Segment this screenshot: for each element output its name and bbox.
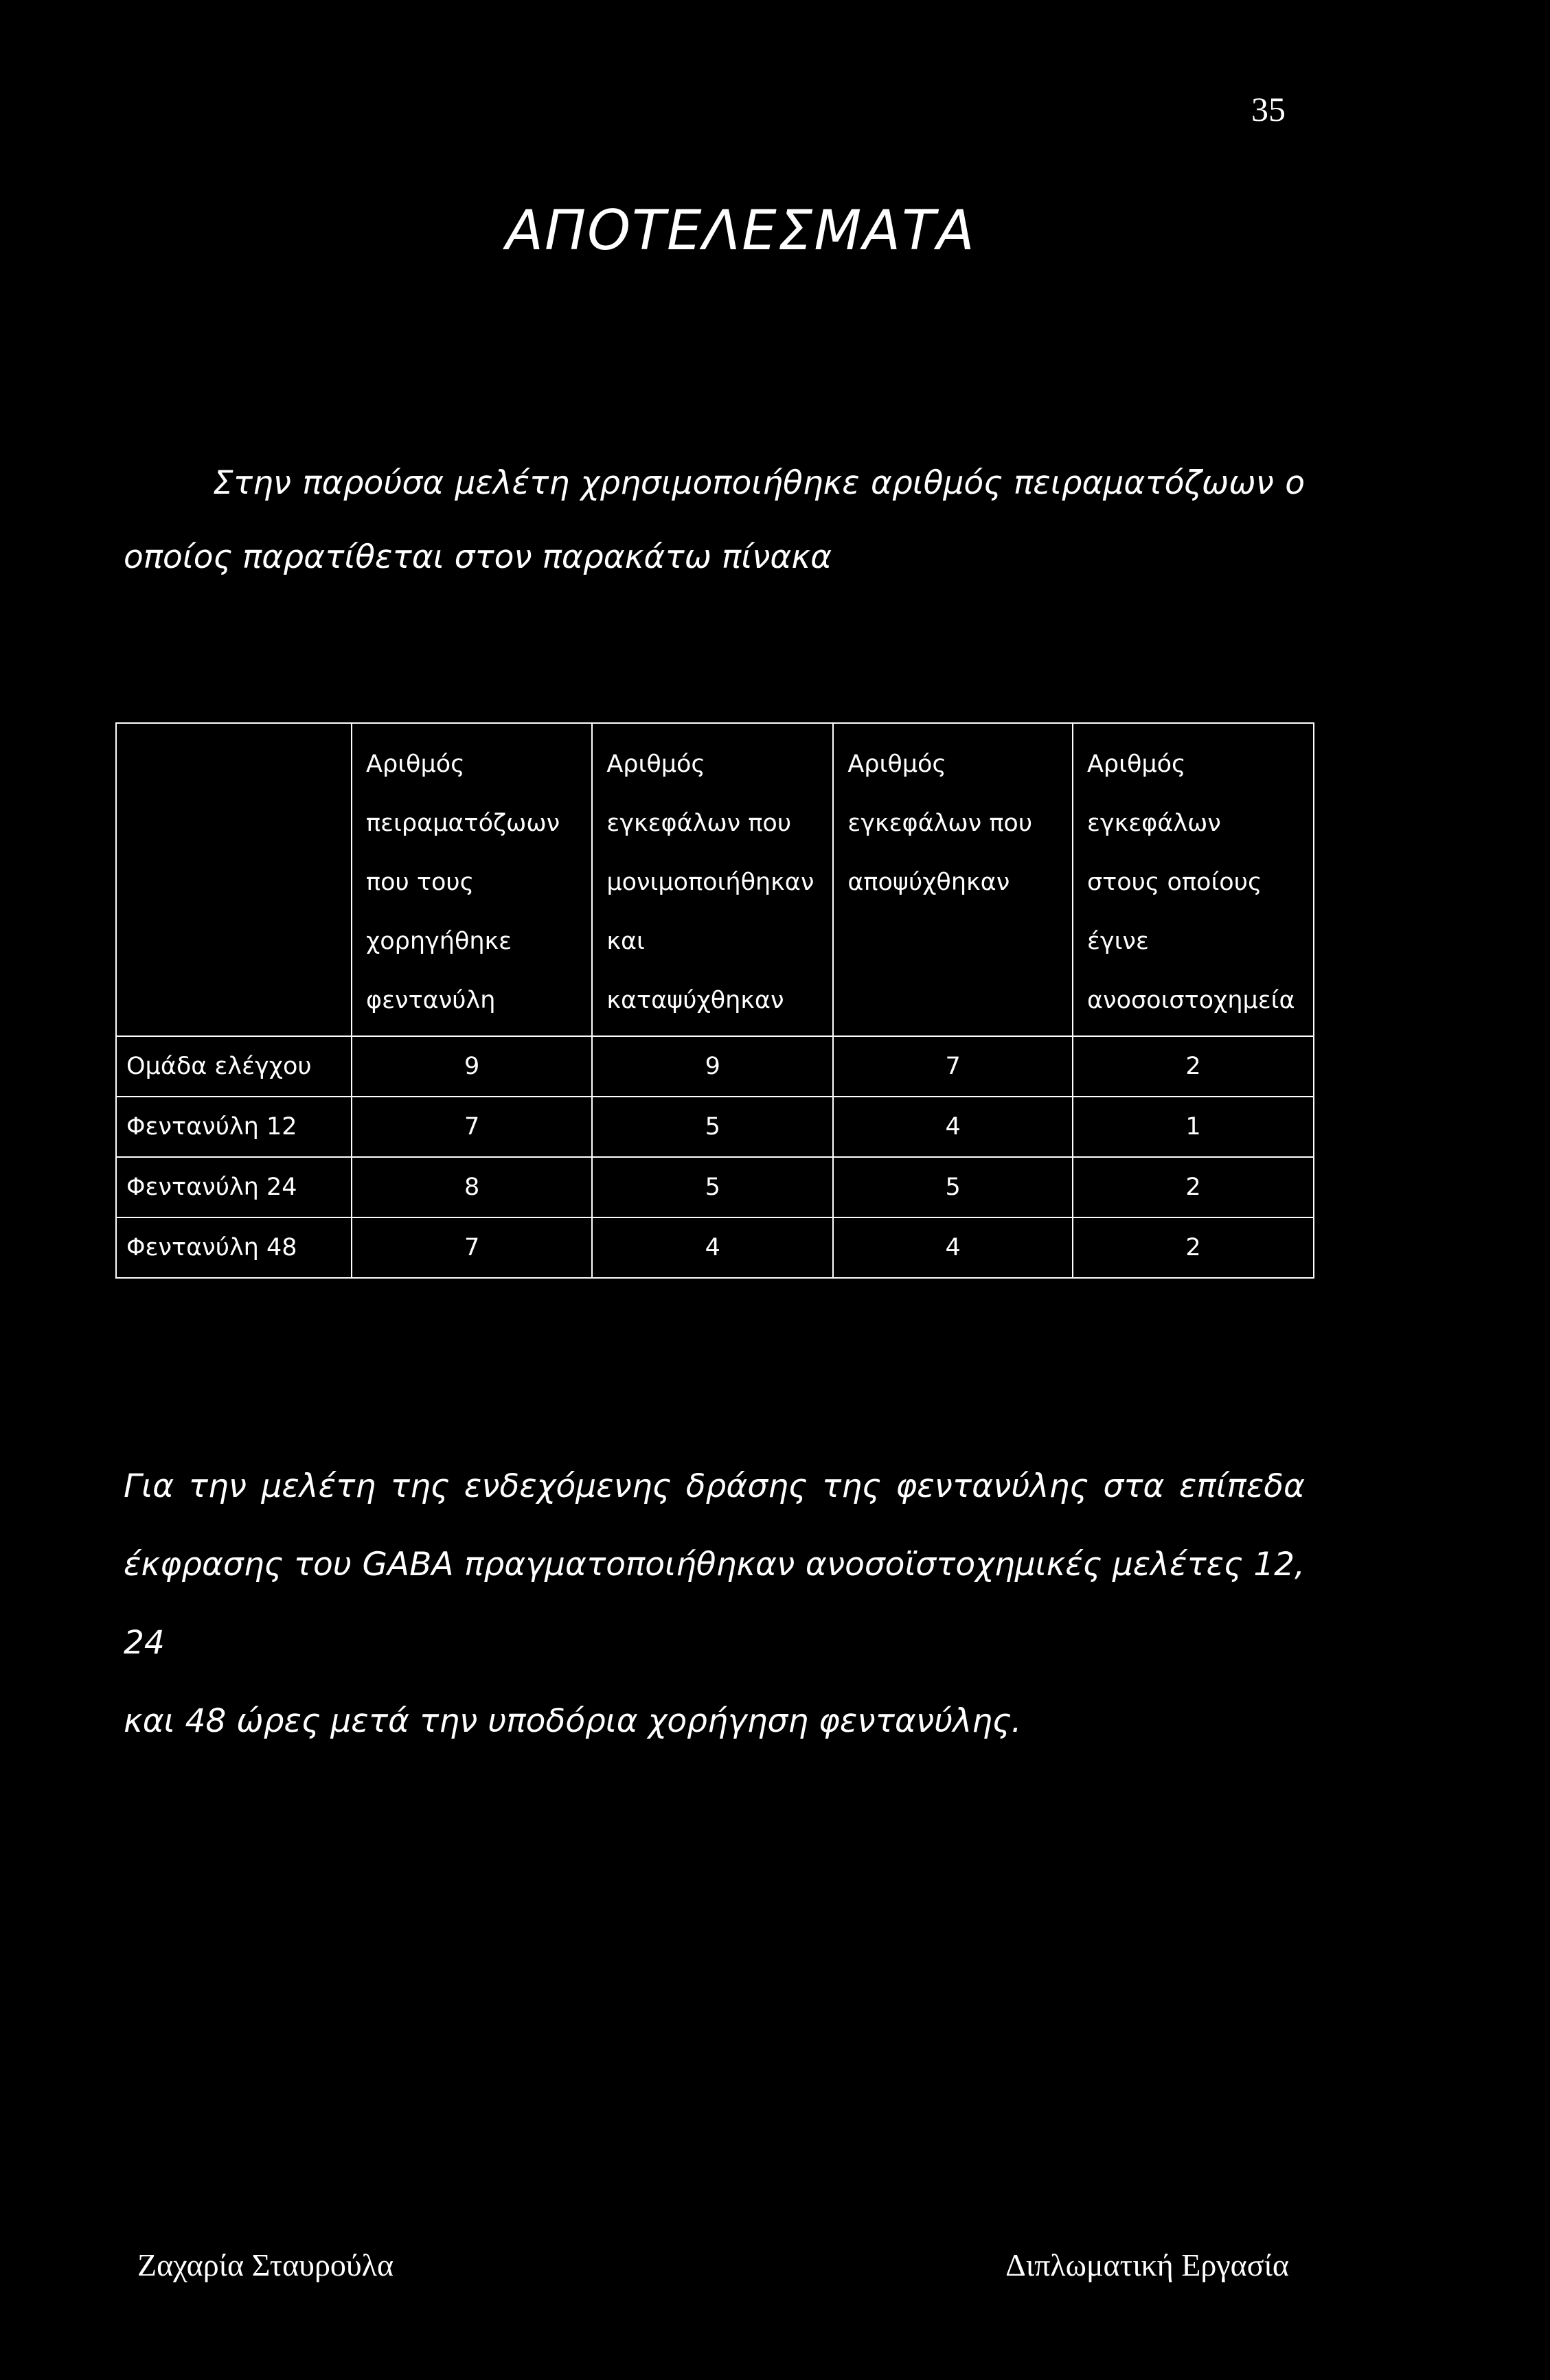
table-cell: 8 [352,1157,592,1217]
row-label: Φεντανύλη 48 [116,1217,352,1278]
header-line: χορηγήθηκε [366,928,512,955]
header-col-thawed-brains [833,723,1073,1036]
header-line: Αριθμός [1086,751,1186,778]
header-col-animals [352,723,592,1036]
intro-line-1: Στην παρούσα μελέτη χρησιμοποιήθηκε αριθμός πειραματόζωων ο [213,464,1305,502]
header-line: καταψύχθηκαν [606,987,784,1014]
table-row [116,1036,1314,1097]
intro-line-2: οποίος παρατίθεται στον παρακάτω πίνακα [124,538,832,576]
table-cell: 9 [352,1036,592,1097]
table-row [116,1217,1314,1278]
table-cell: 5 [833,1157,1073,1217]
table-cell: 5 [592,1097,833,1157]
table-cell: 2 [1073,1036,1314,1097]
header-line: πειραματόζωων [366,810,560,837]
table-cell: 4 [833,1217,1073,1278]
conclusion-line-3: και 48 ώρες μετά την υποδόρια χορήγηση φεντανύλης. [124,1702,1022,1740]
table-cell: 2 [1073,1217,1314,1278]
header-line: μονιμοποιήθηκαν [606,869,814,896]
header-line: εγκεφάλων που [606,810,792,837]
conclusion-line-1: Για την μελέτη της ενδεχόμενης δράσης της φεντανύλης στα επίπεδα [124,1467,1305,1505]
table-cell: 9 [592,1036,833,1097]
footer-author: Ζαχαρία Σταυρούλα [137,2247,394,2282]
header-line: αποψύχθηκαν [847,869,1010,896]
conclusion-line-2: έκφρασης του GABA πραγματοποιήθηκαν ανοσοϊστοχημικές μελέτες 12, 24 [124,1546,1305,1662]
header-line: Αριθμός [606,751,705,778]
header-line: Αριθμός [847,751,946,778]
table-cell: 1 [1073,1097,1314,1157]
header-line: φεντανύλη [366,987,496,1014]
header-line: Αριθμός [366,751,465,778]
table-cell: 7 [352,1217,592,1278]
header-line: έγινε [1086,928,1149,955]
table-cell: 4 [833,1097,1073,1157]
intro-paragraph [124,446,1305,595]
results-table [115,722,1314,1279]
table-cell: 4 [592,1217,833,1278]
header-line: στους οποίους [1086,869,1262,896]
row-label: Ομάδα ελέγχου [116,1036,352,1097]
table-cell: 5 [592,1157,833,1217]
row-label: Φεντανύλη 24 [116,1157,352,1217]
table-cell: 7 [352,1097,592,1157]
page-number: 35 [1251,90,1286,128]
conclusion-paragraph [124,1448,1305,1761]
header-line: εγκεφάλων [1086,810,1221,837]
table-row [116,1157,1314,1217]
header-col-ihc-brains [1073,723,1314,1036]
header-line: που τους [366,869,475,896]
table-cell: 7 [833,1036,1073,1097]
footer-document-type: Διπλωματική Εργασία [1005,2247,1289,2282]
header-line: και [606,928,645,955]
row-label: Φεντανύλη 12 [116,1097,352,1157]
header-col-fixed-brains [592,723,833,1036]
table-cell: 2 [1073,1157,1314,1217]
header-line: ανοσοιστοχημεία [1086,987,1295,1014]
page-title: ΑΠΟΤΕΛΕΣΜΑΤΑ [505,198,976,262]
table-corner-cell [116,723,352,1036]
table-row [116,1097,1314,1157]
header-line: εγκεφάλων που [847,810,1033,837]
table-header-row [116,723,1314,1036]
